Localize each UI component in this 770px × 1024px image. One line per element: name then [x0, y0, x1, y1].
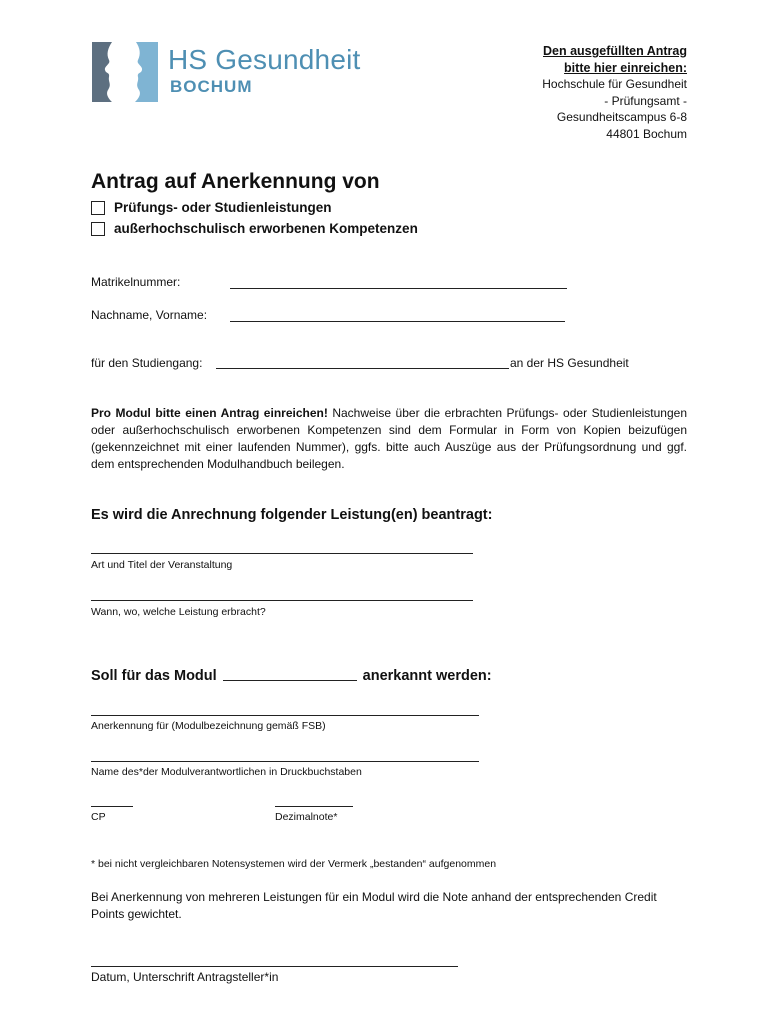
veranstaltung-caption: Art und Titel der Veranstaltung: [91, 559, 233, 571]
footnote: * bei nicht vergleichbaren Notensystemen wird der Vermerk „bestanden“ aufgenommen: [91, 858, 497, 870]
modulbezeichnung-field[interactable]: [91, 715, 479, 716]
address-line-4: 44801 Bochum: [606, 126, 687, 141]
logo-faces-icon: [90, 40, 160, 104]
matrikel-field[interactable]: [230, 288, 567, 289]
weighting-text: Bei Anerkennung von mehreren Leistungen für ein Modul wird die Note anhand der entsprechenden Credit Points gewichtet.: [91, 890, 657, 921]
logo-title: HS Gesundheit: [168, 44, 361, 75]
modulbezeichnung-caption: Anerkennung für (Modulbezeichnung gemäß FSB): [91, 720, 326, 732]
modulverantwortlich-caption: Name des*der Modulverantwortlichen in Druckbuchstaben: [91, 766, 362, 778]
address-heading-2: bitte hier einreichen:: [564, 60, 687, 75]
cp-field[interactable]: [91, 806, 133, 807]
logo: [90, 40, 160, 104]
name-field[interactable]: [230, 321, 565, 322]
veranstaltung-field[interactable]: [91, 553, 473, 554]
submission-address: [542, 43, 687, 142]
address-line-3: Gesundheitscampus 6-8: [556, 110, 687, 124]
section2-heading-prefix: Soll für das Modul: [91, 668, 217, 684]
note-field[interactable]: [275, 806, 353, 807]
section2-heading: [91, 668, 492, 684]
logo-subtitle: BOCHUM: [170, 77, 253, 96]
leistung-field[interactable]: [91, 600, 473, 601]
checkbox[interactable]: [91, 201, 105, 215]
section1-heading: Es wird die Anrechnung folgender Leistung(en) beantragt:: [91, 507, 493, 523]
modul-field[interactable]: [223, 680, 357, 681]
section2-heading-suffix: anerkannt werden:: [362, 668, 492, 684]
signature-caption: Datum, Unterschrift Antragsteller*in: [91, 970, 279, 984]
option-pruefungsleistungen[interactable]: [91, 200, 332, 215]
address-line-2: - Prüfungsamt -: [604, 93, 687, 108]
name-label: Nachname, Vorname:: [91, 308, 208, 322]
signature-field[interactable]: [91, 966, 458, 967]
option-kompetenzen[interactable]: [91, 221, 418, 236]
studiengang-suffix: an der HS Gesundheit: [510, 356, 629, 370]
notice-bold: Pro Modul bitte einen Antrag einreichen!: [91, 406, 328, 420]
option-label: außerhochschulisch erworbenen Kompetenzen: [114, 221, 418, 236]
option-label: Prüfungs- oder Studienleistungen: [114, 200, 332, 215]
notice-text: Nachweise über die erbrachten Prüfungs- oder Studienleistungen oder außerhochschulisch erworbenen Kompetenzen sind dem Formular in Form von Kopien beizufügen (gekennzeichnet mit einer laufenden Nummer), ggfs. bitte auch Auszüge aus der Prüfungsordnung und ggf. dem entsprechenden Modulhandbuch beilegen.: [91, 406, 687, 471]
leistung-caption: Wann, wo, welche Leistung erbracht?: [91, 606, 266, 618]
form-title: Antrag auf Anerkennung von: [91, 170, 380, 193]
address-line-1: Hochschule für Gesundheit: [542, 77, 687, 91]
cp-caption: CP: [91, 811, 106, 823]
notice-paragraph: [91, 405, 687, 473]
studiengang-label: für den Studiengang:: [91, 356, 203, 370]
modulverantwortlich-field[interactable]: [91, 761, 479, 762]
checkbox[interactable]: [91, 222, 105, 236]
studiengang-field[interactable]: [216, 368, 509, 369]
note-caption: Dezimalnote*: [275, 811, 338, 823]
address-heading-1: Den ausgefüllten Antrag: [543, 44, 687, 58]
matrikel-label: Matrikelnummer:: [91, 275, 181, 289]
